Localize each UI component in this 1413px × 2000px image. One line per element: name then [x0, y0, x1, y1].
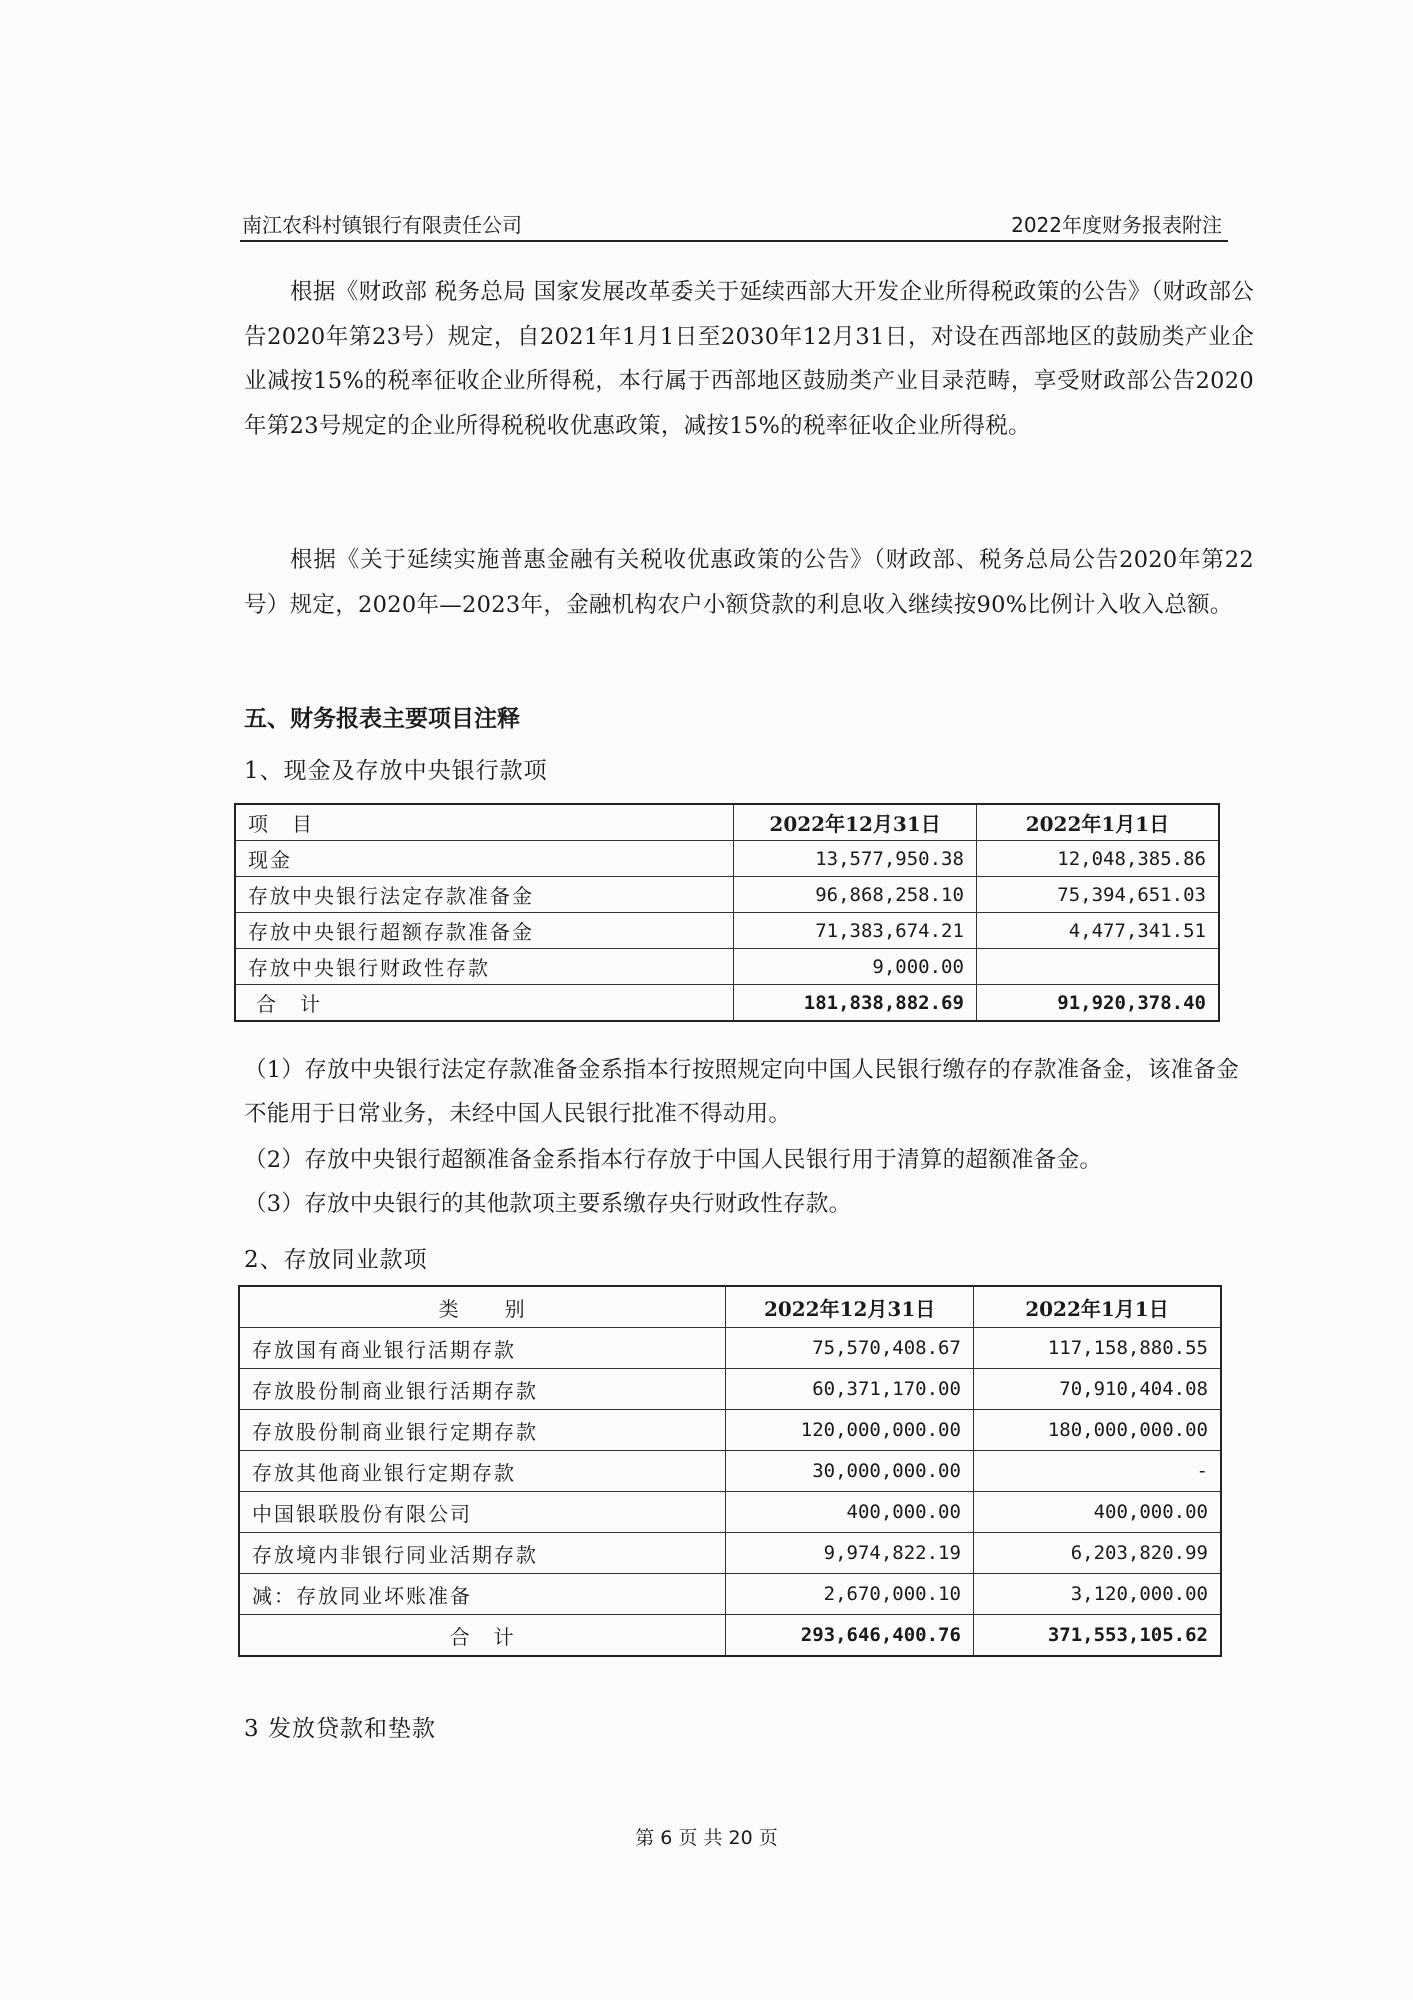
tax-policy-paragraph-1: 根据《财政部 税务总局 国家发展改革委关于延续西部大开发企业所得税政策的公告》（财政部公告2020年第23号）规定，自2021年1月1日至2030年12月31日，对设在西部地区的鼓励类产业企业减按15%的税率征收企业所得税，本行属于西部地区鼓励类产业目录范畴，享受财政部公告2020年第23号规定的企业所得税税收优惠政策，减按15%的税率征收企业所得税。 — [244, 279, 1254, 439]
row-label: 存放中央银行财政性存款 — [235, 949, 734, 985]
column-header: 2022年12月31日 — [726, 1286, 974, 1328]
item3-title: 3 发放贷款和垫款 — [244, 1716, 436, 1742]
cell-value: 60,371,170.00 — [726, 1369, 974, 1410]
row-label: 存放境内非银行同业活期存款 — [239, 1533, 726, 1574]
cell-value: 400,000.00 — [973, 1492, 1221, 1533]
table-total-row — [239, 1615, 1221, 1657]
cell-value: 9,974,822.19 — [726, 1533, 974, 1574]
tax-policy-paragraph-2: 根据《关于延续实施普惠金融有关税收优惠政策的公告》（财政部、税务总局公告2020年第22号）规定，2020年—2023年，金融机构农户小额贷款的利息收入继续按90%比例计入收入总额。 — [244, 547, 1254, 618]
row-label: 存放股份制商业银行活期存款 — [239, 1369, 726, 1410]
item1-title: 1、现金及存放中央银行款项 — [244, 758, 548, 784]
table-row — [235, 913, 1219, 949]
cell-value: 13,577,950.38 — [734, 841, 977, 877]
cell-value: 9,000.00 — [734, 949, 977, 985]
column-header: 2022年12月31日 — [734, 804, 977, 841]
row-label: 存放中央银行超额存款准备金 — [235, 913, 734, 949]
table-total-row — [235, 985, 1219, 1022]
row-label: 存放中央银行法定存款准备金 — [235, 877, 734, 913]
table-row — [235, 877, 1219, 913]
table-row — [239, 1492, 1221, 1533]
cell-value: 30,000,000.00 — [726, 1451, 974, 1492]
row-label: 存放国有商业银行活期存款 — [239, 1328, 726, 1369]
row-label: 中国银联股份有限公司 — [239, 1492, 726, 1533]
company-name: 南江农科村镇银行有限责任公司 — [242, 213, 522, 237]
item2-title: 2、存放同业款项 — [244, 1247, 428, 1273]
cell-value: 71,383,674.21 — [734, 913, 977, 949]
table-row — [239, 1533, 1221, 1574]
table-row — [235, 841, 1219, 877]
cell-value: 6,203,820.99 — [973, 1533, 1221, 1574]
row-label: 减：存放同业坏账准备 — [239, 1574, 726, 1615]
cell-value: 120,000,000.00 — [726, 1410, 974, 1451]
table-row — [239, 1328, 1221, 1369]
total-label: 合 计 — [239, 1615, 726, 1657]
note-3: （3）存放中央银行的其他款项主要系缴存央行财政性存款。 — [244, 1191, 852, 1217]
total-value: 181,838,882.69 — [734, 985, 977, 1022]
cell-value: 2,670,000.10 — [726, 1574, 974, 1615]
report-title: 2022年度财务报表附注 — [1011, 213, 1222, 237]
cell-value: 4,477,341.51 — [976, 913, 1219, 949]
cell-value: 400,000.00 — [726, 1492, 974, 1533]
total-value: 293,646,400.76 — [726, 1615, 974, 1657]
cell-value: 75,394,651.03 — [976, 877, 1219, 913]
table-row — [235, 949, 1219, 985]
table-row — [239, 1410, 1221, 1451]
cell-value: 96,868,258.10 — [734, 877, 977, 913]
cash-central-bank-table — [234, 803, 1220, 1022]
interbank-deposits-table — [238, 1285, 1222, 1657]
note-2: （2）存放中央银行超额准备金系指本行存放于中国人民银行用于清算的超额准备金。 — [244, 1147, 1103, 1173]
page-header — [240, 204, 1228, 242]
row-label: 现金 — [235, 841, 734, 877]
column-header: 2022年1月1日 — [976, 804, 1219, 841]
note-1: （1）存放中央银行法定存款准备金系指本行按照规定向中国人民银行缴存的存款准备金，该准备金不能用于日常业务，未经中国人民银行批准不得动用。 — [244, 1057, 1240, 1127]
table-header-row — [239, 1286, 1221, 1328]
table-row — [239, 1574, 1221, 1615]
cell-value — [976, 949, 1219, 985]
table-row — [239, 1369, 1221, 1410]
cell-value: 70,910,404.08 — [973, 1369, 1221, 1410]
column-header: 2022年1月1日 — [973, 1286, 1221, 1328]
cell-value: 75,570,408.67 — [726, 1328, 974, 1369]
row-label: 存放其他商业银行定期存款 — [239, 1451, 726, 1492]
cell-value: 3,120,000.00 — [973, 1574, 1221, 1615]
row-label: 存放股份制商业银行定期存款 — [239, 1410, 726, 1451]
cell-value: 117,158,880.55 — [973, 1328, 1221, 1369]
table-header-row — [235, 804, 1219, 841]
total-label: 合 计 — [235, 985, 734, 1022]
total-value: 371,553,105.62 — [973, 1615, 1221, 1657]
total-value: 91,920,378.40 — [976, 985, 1219, 1022]
column-header: 类 别 — [239, 1286, 726, 1328]
cell-value: 180,000,000.00 — [973, 1410, 1221, 1451]
column-header: 项 目 — [235, 804, 734, 841]
section-heading: 五、财务报表主要项目注释 — [244, 706, 520, 732]
page-number: 第 6 页 共 20 页 — [635, 1827, 778, 1849]
table-row — [239, 1451, 1221, 1492]
cell-value: - — [973, 1451, 1221, 1492]
cell-value: 12,048,385.86 — [976, 841, 1219, 877]
